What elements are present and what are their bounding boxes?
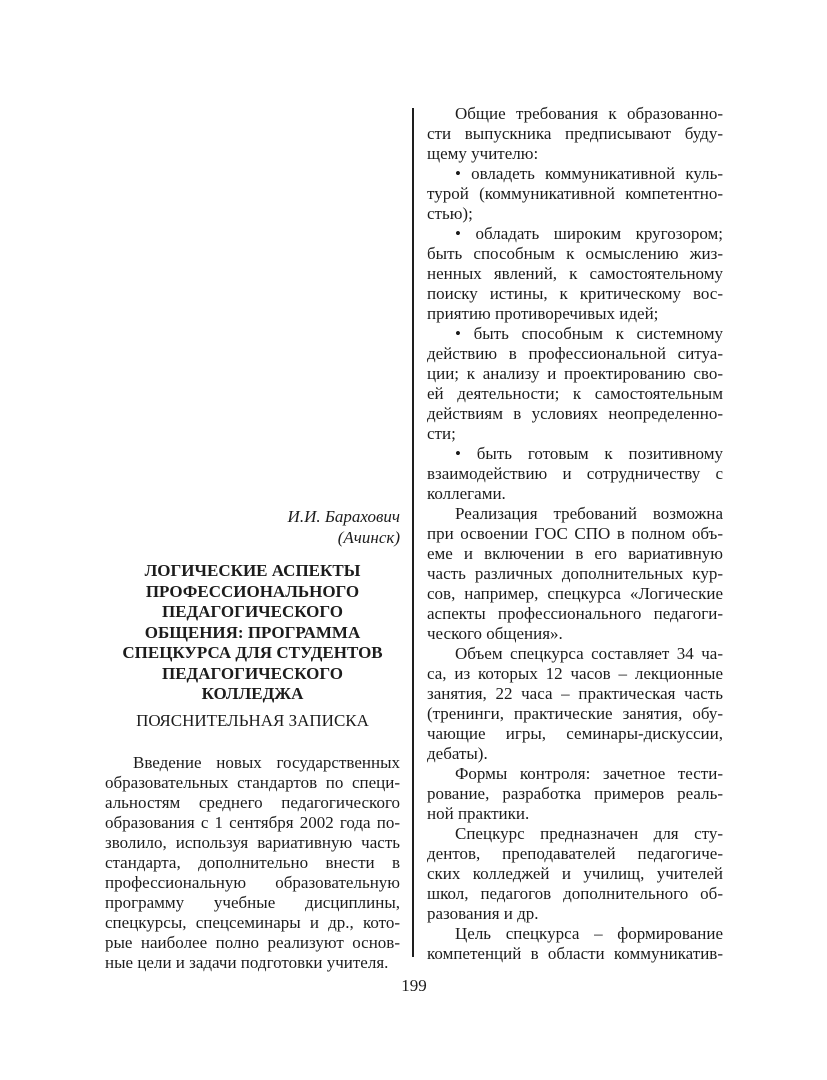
text-line: поиску истины, к критическому вос-: [427, 284, 723, 303]
text-line: спецкурсы, спецсеминары и др., кото-: [105, 913, 400, 932]
paragraph: [427, 924, 723, 964]
right-column: [427, 104, 723, 964]
paragraph: [427, 164, 723, 224]
text-line: ненных явлений, к самостоятельному: [427, 264, 723, 283]
text-line: образования с 1 сентября 2002 года по-: [105, 813, 400, 832]
text-line: рые наиболее полно реализуют основ-: [105, 933, 400, 952]
text-line: чающие игры, семинары-дискуссии,: [427, 724, 723, 743]
text-line: ческого общения».: [427, 624, 563, 643]
text-line: взаимодействию и сотрудничеству с: [427, 464, 723, 483]
paragraph: [427, 504, 723, 644]
text-line: профессиональную образовательную: [105, 873, 400, 892]
text-line: компетенций в области коммуникатив-: [427, 944, 723, 963]
paragraph: [427, 324, 723, 444]
page-content: [105, 0, 723, 1080]
title-line: КОЛЛЕДЖА: [201, 684, 304, 703]
title-line: ЛОГИЧЕСКИЕ АСПЕКТЫ: [144, 561, 361, 580]
paragraph: [105, 753, 400, 973]
text-line: еме и включении в его вариативную: [427, 544, 723, 563]
text-line: стандарта, дополнительно внести в: [105, 853, 400, 872]
text-line: Формы контроля: зачетное тести-: [455, 764, 723, 783]
author-name: И.И. Барахович: [287, 507, 400, 526]
left-column: [105, 0, 400, 973]
text-line: дентов, преподавателей педагогиче-: [427, 844, 723, 863]
title-line: СПЕЦКУРСА ДЛЯ СТУДЕНТОВ: [122, 643, 383, 662]
text-line: Объем спецкурса составляет 34 ча-: [455, 644, 723, 663]
title-line: ПЕДАГОГИЧЕСКОГО: [161, 663, 344, 683]
text-line: ной практики.: [427, 804, 530, 823]
text-line: при освоении ГОС СПО в полном объ-: [427, 524, 723, 543]
page-number: 199: [401, 976, 427, 995]
text-line: рование, разработка примеров реаль-: [427, 784, 723, 803]
author-location: (Ачинск): [337, 528, 400, 547]
paragraph: [427, 444, 723, 504]
text-line: образовательных стандартов по специ-: [105, 773, 400, 792]
text-line: приятию противоречивых идей;: [427, 304, 659, 323]
left-column-body: [105, 753, 400, 973]
text-line: щему учителю:: [427, 144, 539, 163]
text-line: ских колледжей и училищ, учителей: [427, 864, 723, 883]
text-line: быть способным к осмыслению жиз-: [427, 244, 723, 263]
text-line: • овладеть коммуникативной куль-: [455, 164, 723, 183]
text-line: сов, например, спецкурса «Логические: [427, 584, 723, 603]
column-divider-rule: [412, 108, 414, 957]
title-line: ПЕДАГОГИЧЕСКОГО: [161, 602, 344, 621]
text-line: ей деятельности; к самостоятельным: [427, 384, 723, 403]
right-column-body: [427, 104, 723, 964]
text-line: коллегами.: [427, 484, 506, 503]
paragraph: [427, 824, 723, 924]
text-line: Цель спецкурса – формирование: [455, 924, 723, 943]
text-line: (тренинги, практические занятия, обу-: [427, 704, 723, 723]
text-line: разования и др.: [427, 904, 539, 923]
text-line: ные цели и задачи подготовки учителя.: [105, 953, 389, 972]
text-line: часть различных дополнительных кур-: [427, 564, 723, 583]
text-line: стью);: [427, 204, 473, 223]
text-line: аспекты профессионального педагоги-: [427, 604, 723, 623]
text-line: сти;: [427, 424, 456, 443]
text-line: турой (коммуникативной компетентно-: [427, 184, 723, 203]
paragraph: [427, 644, 723, 764]
text-line: альностям среднего педагогического: [105, 793, 400, 812]
section-heading: ПОЯСНИТЕЛЬНАЯ ЗАПИСКА: [136, 710, 369, 730]
text-line: действиям в условиях неопределенно-: [427, 404, 723, 423]
text-line: • обладать широким кругозором;: [455, 224, 723, 243]
title-line: ОБЩЕНИЯ: ПРОГРАММА: [144, 622, 361, 642]
article-title: [105, 561, 400, 705]
text-line: программу учебные дисциплины,: [105, 893, 400, 912]
text-line: Общие требования к образованно-: [455, 104, 723, 123]
text-line: дебаты).: [427, 744, 488, 763]
text-line: зволило, используя вариативную часть: [105, 833, 400, 852]
text-line: школ, педагогов дополнительного об-: [427, 884, 723, 903]
text-line: действию в профессиональной ситуа-: [427, 344, 723, 363]
text-line: • быть готовым к позитивному: [455, 444, 723, 463]
paragraph: [427, 224, 723, 324]
text-line: • быть способным к системному: [455, 324, 723, 343]
title-line: ПРОФЕССИОНАЛЬНОГО: [145, 581, 360, 601]
text-line: занятия, 22 часа – практическая часть: [427, 684, 723, 703]
text-line: сти выпускника предписывают буду-: [427, 124, 723, 143]
text-line: Введение новых государственных: [133, 753, 400, 772]
text-line: са, из которых 12 часов – лекционные: [427, 664, 723, 683]
text-line: ции; к анализу и проектированию сво-: [427, 364, 723, 383]
text-line: Реализация требований возможна: [455, 504, 723, 523]
paragraph: [427, 104, 723, 164]
author-block: [105, 506, 400, 548]
text-line: Спецкурс предназначен для сту-: [455, 824, 723, 843]
paragraph: [427, 764, 723, 824]
